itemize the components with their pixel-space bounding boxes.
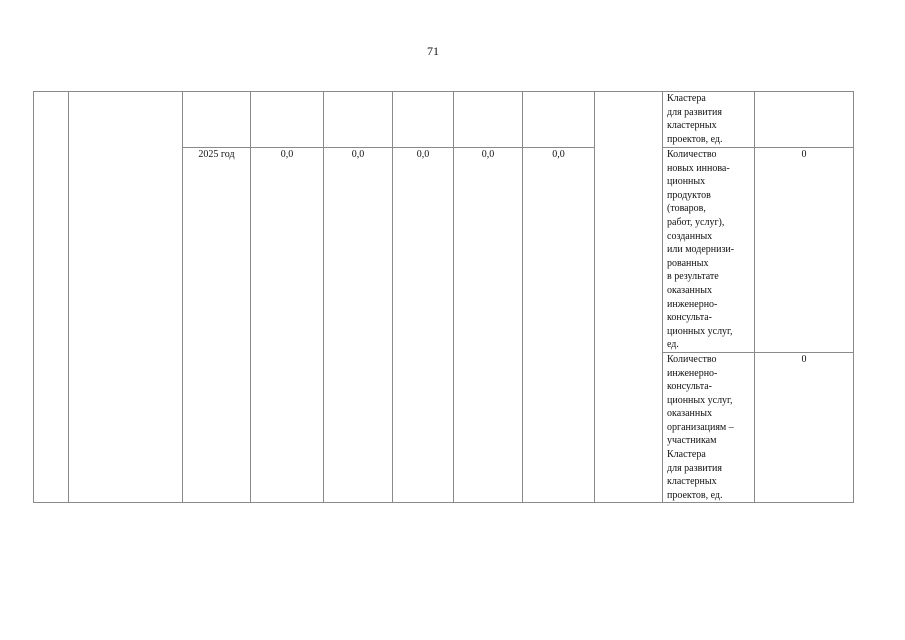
indicator-value-cell: 0 <box>755 352 854 503</box>
indicator-name-cell: Количество новых иннова- ционных продуктов (товаров, работ, услуг), созданных или модернизи- рованных в результате оказанных инженерно- консульта- ционных услуг, ед. <box>663 148 755 353</box>
indicator-value-cell: 0 <box>755 148 854 353</box>
budget-table <box>33 91 854 503</box>
value-cell: 0,0 <box>523 148 595 503</box>
indicator-name-cell: Кластера для развития кластерных проектов, ед. <box>663 92 755 148</box>
year-cell-empty <box>183 92 251 148</box>
value-cell: 0,0 <box>454 148 523 503</box>
value-cell-empty <box>324 92 393 148</box>
value-cell-empty <box>251 92 324 148</box>
col-name-cell <box>69 92 183 503</box>
indicator-value-cell-empty <box>755 92 854 148</box>
table-row-continuation <box>34 92 854 148</box>
year-cell: 2025 год <box>183 148 251 503</box>
value-cell: 0,0 <box>251 148 324 503</box>
value-cell-empty <box>454 92 523 148</box>
page-number: 71 <box>427 44 439 58</box>
indicator-name-cell: Количество инженерно- консульта- ционных услуг, оказанных организациям – участникам Кластера для развития кластерных проектов, ед. <box>663 352 755 503</box>
value-cell-empty <box>523 92 595 148</box>
col-number-cell <box>34 92 69 503</box>
value-cell-empty <box>393 92 454 148</box>
value-cell: 0,0 <box>324 148 393 503</box>
value-cell: 0,0 <box>393 148 454 503</box>
executor-cell <box>595 92 663 503</box>
